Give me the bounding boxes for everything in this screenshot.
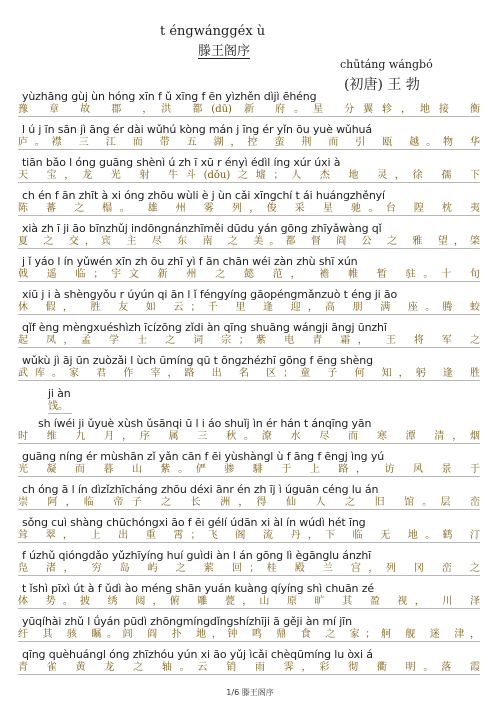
pinyin-line: qīng quèhuángl óng zhīzhóu yún xi āo yǔj ìcǎi chèqūmíng lu òxi á — [22, 648, 373, 661]
text-line: 武库。家 君 作 宰，路 出 名 区；童 子 何 知，躬 逢 胜 — [18, 368, 480, 379]
pinyin-line: tiān bǎo l óng guāng shènì ú zh ī xū r ényì édìl íng xúr úxi à — [22, 156, 341, 169]
pinyin-line: ch én f ān zhīt à xi óng zhōu wùli è j ùn cǎi xīngchí t ái huángzhěnyí — [22, 189, 385, 202]
text-line: 纡 其 骇 瞩。闾 阎 扑 地，钟 鸣 鼎 食 之 家；舸 舰 迷 津， — [18, 629, 480, 640]
text-line: 饯。 — [48, 400, 72, 414]
text-line: 时 维 九 月，序 属 三 秋。潦 水 尽 而 寒 潭 清，烟 — [18, 431, 480, 442]
text-line: 体 势。披 绣 闼，俯 雕 甍，山 原 旷 其 盈 视， 川 泽 — [18, 596, 480, 607]
pinyin-line: guāng níng ér mùshān zǐ yǎn cān f ēi yùshàngl ù f āng f ēngj ìng yú — [22, 450, 385, 463]
pinyin-line: sǒng cuì shàng chūchóngxi āo f ēi gélí údān xi àl ín wúdì hét īng — [22, 516, 366, 529]
pinyin-line: yùzhāng gùj ùn hóng xīn f ǔ xīng f ēn yìzhěn dìjì ēhéng — [22, 90, 317, 103]
pinyin-line: qǐf èng mèngxuéshìzh īcízōng zǐdi àn qīng shuāng wángji āngj ūnzhī — [22, 321, 387, 334]
text-line: 起 凤，孟 学 士 之 词 宗；紫 电 青 霜， 王 将 军 之 — [18, 335, 480, 346]
text-line: 庐。襟 三 江 而 带 五 湖，控 蛮 荆 而 引 瓯 越。物 华 — [18, 137, 480, 148]
pinyin-line: l ú j īn sān jì āng ér dài wǔhú kòng mán j īng ér yǐn ōu yuè wǔhuá — [22, 123, 372, 136]
text-line: 凫 渚， 穷 岛 屿 之 萦 回；桂 殿 兰 宫，列 冈 峦 之 — [18, 563, 480, 574]
pinyin-line: ji àn — [48, 387, 71, 400]
text-line: 光 凝 而 暮 山 紫。俨 骖 騑 于 上 路， 访 风 景 于 — [18, 464, 480, 475]
pinyin-line: wǔkù jì āj ūn zuòzǎi l ùch ūmíng qū t ōngzhézhī gōng f ēng shèng — [22, 354, 373, 367]
text-line: 戟 遥 临；宇文 新 州 之 懿 范， 襜 帷 暂 驻。十 旬 — [18, 269, 480, 280]
author-name: (初唐) 王 勃 — [344, 77, 420, 93]
author-pinyin: chūtáng wángbó — [340, 58, 433, 71]
page-title: 滕王阁序 — [198, 44, 251, 59]
text-line: 崇 阿，临 帝子 之 长 洲，得 仙 人 之 旧 馆。层 峦 — [18, 497, 480, 508]
text-line: 休 假， 胜 友 如 云；千 里 逢 迎，高 朋 满 座。腾 蛟 — [18, 302, 480, 313]
text-line: 豫 章 故 郡 ，洪 都(dū) 新 府。星 分翼轸，地接 衡 — [18, 104, 480, 115]
pinyin-line: ch óng ā l ín dìzǐzhīcháng zhōu déxi ānr én zh īj ì úguān céng lu án — [22, 483, 379, 496]
pinyin-line: xiū j i à shèngyǒu r úyún qi ān l ǐ féngyíng gāopéngmǎnzuò t éng ji āo — [22, 288, 398, 301]
pinyin-line: t ǐshì pīxì út à f ǔdì ào méng shān yuán kuàng qíyíng shì chuān zé — [22, 582, 374, 595]
title-pinyin: t éngwánggéx ù — [160, 24, 266, 39]
text-line: 耸 翠， 上 出 重 霄；飞 阁 流 丹，下 临 无 地。鹤 汀 — [18, 530, 480, 541]
text-line: 夏 之 交，宾 主 尽 东 南 之 美。都 督 阎 公 之 雅 望，棨 — [18, 236, 480, 247]
pinyin-line: f úzhǔ qióngdǎo yǔzhīyíng huí guìdi àn l án gōng lì ègānglu ánzhī — [22, 549, 372, 562]
text-line: 天 宝，龙 光 射 牛斗(dǒu)之墟；人 杰 地 灵，徐 孺 下 — [18, 170, 480, 181]
pinyin-line: j ǐ yáo l ín yǔwén xīn zh ōu zhī yì f ān chān wéi zàn zhù shī xún — [22, 255, 358, 268]
text-line: 青 雀 黄 龙 之 轴。云 销 雨 霁，彩 彻 衢 明。落 霞 — [18, 662, 480, 673]
text-line: 陈 蕃 之 榻。 雄 州 雾 列，俊 采 星 驰。台 隍 枕 夷 — [18, 203, 480, 214]
pinyin-line: yūqíhài zhǔ l ǘyán pūdì zhōngmíngdǐngshízhīji ā gěji àn mí jīn — [22, 615, 352, 628]
pinyin-line: xià zh ī ji āo bīnzhǔj indōngnánzhīměi dūdu yán gōng zhīyǎwàng qǐ — [22, 222, 382, 235]
page-footer: 1/6 滕王阁序 — [226, 688, 274, 697]
pinyin-line: sh íwéi ji ǔyuè xùsh ǔsānqi ū l i áo shuǐj ìn ér hán t ánqīng yān — [38, 417, 372, 430]
